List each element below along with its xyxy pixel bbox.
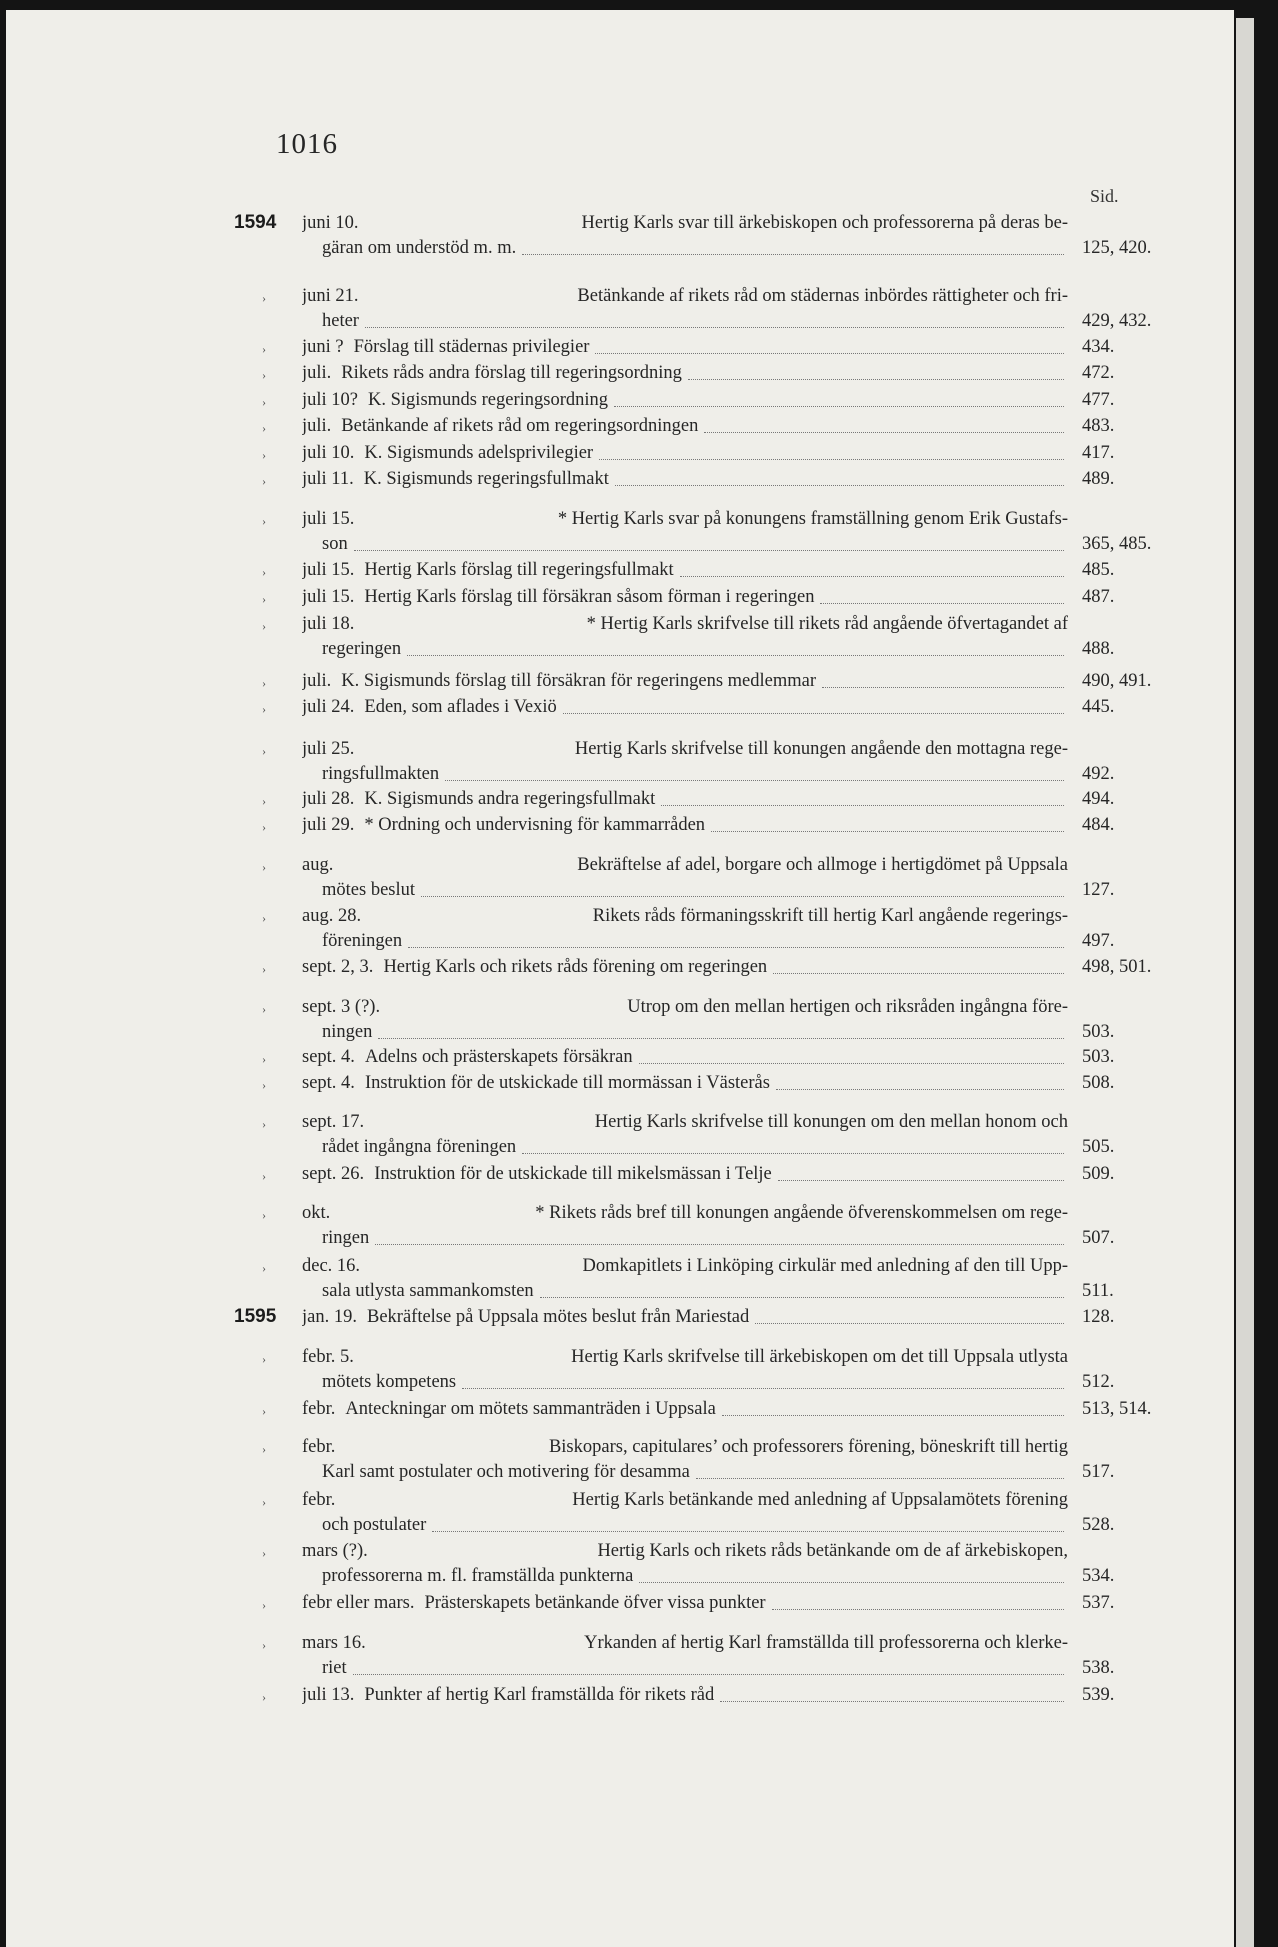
- entry-title-continuation: sala utlysta sammankomsten: [322, 1281, 534, 1301]
- entry-page-ref: 511.: [1082, 1281, 1114, 1301]
- entry-date: aug.: [302, 855, 334, 875]
- entry-title: Betänkande af rikets råd om städernas inbördes rättigheter och fri-: [577, 286, 1068, 306]
- entry-page-ref: 528.: [1082, 1515, 1115, 1535]
- entry-page-ref: 477.: [1082, 390, 1115, 410]
- entry-date: jan. 19.: [302, 1307, 357, 1327]
- dot-leader: [353, 1673, 1064, 1675]
- entry-title: Hertig Karls och rikets råds förening om regeringen: [383, 957, 768, 977]
- ditto-mark: ›: [262, 514, 266, 528]
- entry-title: * Rikets råds bref till konungen angående öfverenskommelsen om rege-: [535, 1203, 1068, 1223]
- ditto-mark: ›: [262, 592, 266, 606]
- entry-title-continuation: och postulater: [322, 1515, 427, 1535]
- entry-page-ref: 534.: [1082, 1566, 1115, 1586]
- dot-leader: [822, 686, 1064, 688]
- entry-title: * Ordning och undervisning för kammarråden: [364, 815, 706, 835]
- entry-title-continuation: ringen: [322, 1228, 370, 1248]
- dot-leader: [773, 972, 1064, 974]
- entry-title: K. Sigismunds förslag till försäkran för regeringens medlemmar: [341, 671, 817, 691]
- entry-date: febr. 5.: [302, 1347, 354, 1367]
- entry-title: Instruktion för de utskickade till mikelsmässan i Telje: [374, 1164, 772, 1184]
- dot-leader: [639, 1581, 1064, 1583]
- entry-date: juli 29.: [302, 815, 355, 835]
- dot-leader: [661, 804, 1064, 806]
- dot-leader: [462, 1387, 1064, 1389]
- ditto-mark: ›: [262, 1546, 266, 1560]
- ditto-mark: ›: [262, 291, 266, 305]
- entry-page-ref: 505.: [1082, 1137, 1115, 1157]
- ditto-mark: ›: [262, 1638, 266, 1652]
- entry-title: Hertig Karls betänkande med anledning af Uppsalamötets förening: [572, 1490, 1068, 1510]
- ditto-mark: ›: [262, 1442, 266, 1456]
- ditto-mark: ›: [262, 1052, 266, 1066]
- entry-page-ref: 492.: [1082, 764, 1115, 784]
- entry-page-ref: 537.: [1082, 1593, 1115, 1613]
- entry-date: juli 15.: [302, 509, 355, 529]
- dot-leader: [711, 830, 1064, 832]
- page-number: 1016: [276, 128, 338, 160]
- ditto-mark: ›: [262, 448, 266, 462]
- entry-page-ref: 429, 432.: [1082, 311, 1152, 331]
- entry-page-ref: 434.: [1082, 337, 1115, 357]
- ditto-mark: ›: [262, 1169, 266, 1183]
- ditto-mark: ›: [262, 1598, 266, 1612]
- entry-title: * Hertig Karls svar på konungens framställning genom Erik Gustafs-: [557, 509, 1068, 529]
- entry-date: juni ?: [302, 337, 344, 357]
- entry-page-ref: 125, 420.: [1082, 238, 1152, 258]
- dot-leader: [772, 1608, 1064, 1610]
- ditto-mark: ›: [262, 1352, 266, 1366]
- entry-date: juni 21.: [302, 286, 359, 306]
- entry-page-ref: 517.: [1082, 1462, 1115, 1482]
- ditto-mark: ›: [262, 702, 266, 716]
- entry-date: juli.: [302, 416, 332, 436]
- entry-title: K. Sigismunds regeringsfullmakt: [363, 469, 609, 489]
- entry-date: juli 13.: [302, 1685, 355, 1705]
- dot-leader: [720, 1700, 1064, 1702]
- dot-leader: [522, 1152, 1064, 1154]
- ditto-mark: ›: [262, 1078, 266, 1092]
- entry-date: juli 18.: [302, 614, 355, 634]
- entry-title-continuation: son: [322, 534, 348, 554]
- dot-leader: [421, 895, 1064, 897]
- entry-page-ref: 128.: [1082, 1307, 1115, 1327]
- entry-title: Hertig Karls skrifvelse till konungen om den mellan honom och: [594, 1112, 1068, 1132]
- entry-page-ref: 503.: [1082, 1047, 1115, 1067]
- dot-leader: [378, 1037, 1064, 1039]
- dot-leader: [445, 779, 1064, 781]
- entry-date: juli 15.: [302, 587, 355, 607]
- entry-title-continuation: riet: [322, 1658, 347, 1678]
- entry-date: mars (?).: [302, 1541, 368, 1561]
- entry-date: okt.: [302, 1203, 331, 1223]
- entry-page-ref: 490, 491.: [1082, 671, 1152, 691]
- entry-title: * Hertig Karls skrifvelse till rikets råd angående öfvertagandet af: [586, 614, 1068, 634]
- ditto-mark: ›: [262, 1208, 266, 1222]
- entry-page-ref: 484.: [1082, 815, 1115, 835]
- ditto-mark: ›: [262, 1495, 266, 1509]
- entry-page-ref: 513, 514.: [1082, 1399, 1152, 1419]
- ditto-mark: ›: [262, 1117, 266, 1131]
- entry-date: sept. 3 (?).: [302, 997, 381, 1017]
- entry-title: Betänkande af rikets råd om regeringsordningen: [341, 416, 699, 436]
- entry-date: juli 15.: [302, 560, 355, 580]
- entry-title: Förslag till städernas privilegier: [353, 337, 590, 357]
- entry-page-ref: 472.: [1082, 363, 1115, 383]
- dot-leader: [522, 253, 1064, 255]
- dot-leader: [599, 458, 1064, 460]
- ditto-mark: ›: [262, 565, 266, 579]
- ditto-mark: ›: [262, 676, 266, 690]
- entry-date: juli.: [302, 671, 332, 691]
- dot-leader: [778, 1179, 1064, 1181]
- entry-page-ref: 538.: [1082, 1658, 1115, 1678]
- dot-leader: [639, 1062, 1064, 1064]
- entry-title-continuation: gäran om understöd m. m.: [322, 238, 517, 258]
- entry-date: sept. 2, 3.: [302, 957, 374, 977]
- entry-page-ref: 127.: [1082, 880, 1115, 900]
- dot-leader: [595, 352, 1064, 354]
- entry-title: Instruktion för de utskickade till mormässan i Västerås: [364, 1073, 770, 1093]
- dot-leader: [375, 1243, 1064, 1245]
- entry-title: Punkter af hertig Karl framställda för rikets råd: [364, 1685, 715, 1705]
- entry-title-continuation: professorerna m. fl. framställda punkterna: [322, 1566, 634, 1586]
- dot-leader: [704, 431, 1064, 433]
- entry-title-continuation: mötets kompetens: [322, 1372, 457, 1392]
- entry-page-ref: 512.: [1082, 1372, 1115, 1392]
- entry-date: juli 28.: [302, 789, 355, 809]
- entry-date: febr.: [302, 1490, 336, 1510]
- entry-title: Eden, som aflades i Vexiö: [364, 697, 557, 717]
- entry-title-continuation: rådet ingångna föreningen: [322, 1137, 517, 1157]
- entry-date: juli 25.: [302, 739, 355, 759]
- entry-title-continuation: Karl samt postulater och motivering för desamma: [322, 1462, 690, 1482]
- entry-page-ref: 494.: [1082, 789, 1115, 809]
- entry-date: mars 16.: [302, 1633, 366, 1653]
- ditto-mark: ›: [262, 1404, 266, 1418]
- entry-page-ref: 497.: [1082, 931, 1115, 951]
- entry-date: sept. 26.: [302, 1164, 365, 1184]
- dot-leader: [354, 549, 1064, 551]
- dot-leader: [365, 326, 1064, 328]
- ditto-mark: ›: [262, 395, 266, 409]
- entry-page-ref: 487.: [1082, 587, 1115, 607]
- entry-title: Bekräftelse af adel, borgare och allmoge i hertigdömet på Uppsala: [577, 855, 1068, 875]
- entry-title-continuation: mötes beslut: [322, 880, 416, 900]
- ditto-mark: ›: [262, 474, 266, 488]
- entry-page-ref: 483.: [1082, 416, 1115, 436]
- entry-date: sept. 4.: [302, 1047, 355, 1067]
- entry-title-continuation: ringsfullmakten: [322, 764, 440, 784]
- entry-title: K. Sigismunds andra regeringsfullmakt: [364, 789, 656, 809]
- entry-title: Utrop om den mellan hertigen och riksråden ingångna före-: [627, 997, 1068, 1017]
- entry-title: Domkapitlets i Linköping cirkulär med anledning af den till Upp-: [582, 1256, 1068, 1276]
- entry-title: Yrkanden af hertig Karl framställda till professorerna och klerke-: [584, 1633, 1068, 1653]
- entry-date: juli.: [302, 363, 332, 383]
- ditto-mark: ›: [262, 962, 266, 976]
- entry-page-ref: 445.: [1082, 697, 1115, 717]
- entry-page-ref: 489.: [1082, 469, 1115, 489]
- dot-leader: [540, 1296, 1064, 1298]
- ditto-mark: ›: [262, 911, 266, 925]
- dot-leader: [820, 602, 1064, 604]
- entry-date: juli 11.: [302, 469, 354, 489]
- ditto-mark: ›: [262, 820, 266, 834]
- dot-leader: [722, 1414, 1064, 1416]
- entry-title: K. Sigismunds adelsprivilegier: [364, 443, 594, 463]
- entry-page-ref: 509.: [1082, 1164, 1115, 1184]
- entry-date: sept. 17.: [302, 1112, 365, 1132]
- ditto-mark: ›: [262, 342, 266, 356]
- dot-leader: [755, 1322, 1064, 1324]
- entry-title: Biskopars, capitulares’ och professorers förening, böneskrift till hertig: [548, 1437, 1068, 1457]
- entry-page-ref: 508.: [1082, 1073, 1115, 1093]
- ditto-mark: ›: [262, 794, 266, 808]
- entry-page-ref: 488.: [1082, 639, 1115, 659]
- dot-leader: [615, 484, 1064, 486]
- entry-date: juni 10.: [302, 213, 359, 233]
- dot-leader: [696, 1477, 1064, 1479]
- entry-page-ref: 507.: [1082, 1228, 1115, 1248]
- dot-leader: [680, 575, 1064, 577]
- entry-title: Rikets råds andra förslag till regeringsordning: [341, 363, 682, 383]
- entry-date: febr eller mars.: [302, 1593, 415, 1613]
- ditto-mark: ›: [262, 421, 266, 435]
- entry-date: sept. 4.: [302, 1073, 355, 1093]
- entry-title: Hertig Karls förslag till försäkran såsom förman i regeringen: [364, 587, 815, 607]
- dot-leader: [408, 946, 1064, 948]
- entry-title-continuation: ningen: [322, 1022, 373, 1042]
- entry-date: juli 24.: [302, 697, 355, 717]
- page-column-header: Sid.: [1090, 186, 1119, 206]
- entry-date: dec. 16.: [302, 1256, 361, 1276]
- ditto-mark: ›: [262, 1690, 266, 1704]
- entry-title: Adelns och prästerskapets försäkran: [364, 1047, 633, 1067]
- entry-date: juli 10.: [302, 443, 355, 463]
- entry-year: 1595: [234, 1306, 277, 1327]
- entry-title-continuation: regeringen: [322, 639, 402, 659]
- entry-page-ref: 498, 501.: [1082, 957, 1152, 977]
- entry-page-ref: 417.: [1082, 443, 1115, 463]
- entry-date: febr.: [302, 1437, 336, 1457]
- ditto-mark: ›: [262, 619, 266, 633]
- dot-leader: [432, 1530, 1064, 1532]
- dot-leader: [776, 1088, 1064, 1090]
- entry-date: febr.: [302, 1399, 336, 1419]
- dot-leader: [688, 378, 1064, 380]
- dot-leader: [407, 654, 1064, 656]
- entry-page-ref: 365, 485.: [1082, 534, 1152, 554]
- entry-title: Hertig Karls skrifvelse till konungen angående den mottagna rege-: [574, 739, 1068, 759]
- ditto-mark: ›: [262, 744, 266, 758]
- entry-title-continuation: heter: [322, 311, 359, 331]
- entry-title: Anteckningar om mötets sammanträden i Uppsala: [345, 1399, 716, 1419]
- entry-title: Hertig Karls skrifvelse till ärkebiskopen om det till Uppsala utlysta: [571, 1347, 1068, 1367]
- entry-page-ref: 539.: [1082, 1685, 1115, 1705]
- ditto-mark: ›: [262, 1261, 266, 1275]
- entry-title: Hertig Karls och rikets råds betänkande om de af ärkebiskopen,: [597, 1541, 1068, 1561]
- entry-title: Prästerskapets betänkande öfver vissa punkter: [424, 1593, 766, 1613]
- entry-title: Rikets råds förmaningsskrift till hertig Karl angående regerings-: [592, 906, 1068, 926]
- entry-title-continuation: föreningen: [322, 931, 403, 951]
- entry-date: juli 10?: [302, 390, 359, 410]
- entry-title: Bekräftelse på Uppsala mötes beslut från Mariestad: [366, 1307, 750, 1327]
- entry-title: Hertig Karls svar till ärkebiskopen och professorerna på deras be-: [581, 213, 1068, 233]
- entry-year: 1594: [234, 212, 277, 233]
- page-edge: [1236, 18, 1254, 1947]
- dot-leader: [614, 405, 1064, 407]
- ditto-mark: ›: [262, 860, 266, 874]
- entry-page-ref: 485.: [1082, 560, 1115, 580]
- ditto-mark: ›: [262, 1002, 266, 1016]
- entry-page-ref: 503.: [1082, 1022, 1115, 1042]
- dot-leader: [563, 712, 1064, 714]
- entry-date: aug. 28.: [302, 906, 362, 926]
- entry-title: Hertig Karls förslag till regeringsfullmakt: [364, 560, 674, 580]
- entry-title: K. Sigismunds regeringsordning: [368, 390, 608, 410]
- ditto-mark: ›: [262, 368, 266, 382]
